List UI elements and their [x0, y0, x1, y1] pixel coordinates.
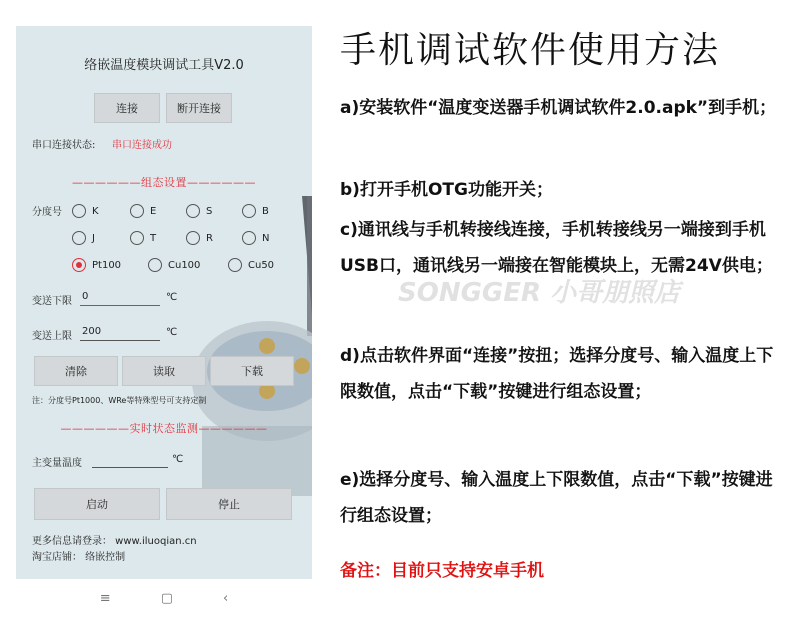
- radio-t[interactable]: T: [130, 231, 156, 245]
- connect-button[interactable]: 连接: [94, 93, 160, 123]
- radio-circle: [72, 204, 86, 218]
- radio-j[interactable]: J: [72, 231, 95, 245]
- monitor-section-title: ——————实时状态监测——————: [60, 422, 268, 435]
- instruction-b: b)打开手机OTG功能开关；: [340, 180, 553, 200]
- instructions-note: 备注：目前只支持安卓手机: [340, 561, 544, 581]
- start-button[interactable]: 启动: [34, 488, 160, 520]
- back-icon[interactable]: ‹: [223, 590, 229, 606]
- instruction-c: c)通讯线与手机转接线连接，手机转接线另一端接到手机USB口，通讯线另一端接在智能模块上，无需24V供电；: [340, 220, 773, 276]
- radio-cu50[interactable]: Cu50: [228, 258, 274, 272]
- radio-circle: [72, 231, 86, 245]
- instruction-e: e)选择分度号、输入温度上下限数值，点击“下载”按键进行组态设置；: [340, 470, 773, 526]
- radio-k[interactable]: K: [72, 204, 99, 218]
- clear-button[interactable]: 清除: [34, 356, 118, 386]
- radio-circle: [130, 204, 144, 218]
- radio-circle: [186, 231, 200, 245]
- upper-limit-input[interactable]: 200: [80, 325, 160, 341]
- watermark: SONGGER 小哥朋照店: [398, 278, 681, 308]
- upper-limit-label: 变送上限: [32, 331, 72, 342]
- radio-circle: [148, 258, 162, 272]
- read-button[interactable]: 读取: [122, 356, 206, 386]
- radio-b[interactable]: B: [242, 204, 269, 218]
- main-temp-unit: ℃: [172, 454, 184, 465]
- radio-circle: [130, 231, 144, 245]
- radio-s[interactable]: S: [186, 204, 212, 218]
- serial-status-value: 串口连接成功: [112, 140, 172, 151]
- radio-circle: [228, 258, 242, 272]
- radio-cu100[interactable]: Cu100: [148, 258, 200, 272]
- phone-screen: [16, 26, 312, 579]
- lower-limit-input[interactable]: 0: [80, 290, 160, 306]
- download-button[interactable]: 下载: [210, 356, 294, 386]
- radio-n[interactable]: N: [242, 231, 269, 245]
- serial-status-label: 串口连接状态:: [32, 140, 96, 151]
- more-info-text: 更多信息请登录： www.iluoqian.cn: [32, 536, 197, 547]
- radio-pt100[interactable]: Pt100: [72, 258, 121, 272]
- radio-circle-selected: [72, 258, 86, 272]
- stop-button[interactable]: 停止: [166, 488, 292, 520]
- radio-circle: [186, 204, 200, 218]
- note-text: 注：分度号Pt1000、WRe等特殊型号可支持定制: [32, 396, 207, 405]
- menu-icon[interactable]: ≡: [99, 590, 111, 606]
- lower-limit-unit: ℃: [166, 292, 178, 303]
- instruction-a: a)安装软件“温度变送器手机调试软件2.0.apk”到手机；: [340, 98, 777, 118]
- app-title: 络嵌温度模块调试工具V2.0: [84, 58, 244, 73]
- shop-text: 淘宝店铺： 络嵌控制: [32, 552, 126, 563]
- radio-r[interactable]: R: [186, 231, 213, 245]
- instruction-d: d)点击软件界面“连接”按扭；选择分度号、输入温度上下限数值，点击“下载”按键进行组态设置；: [340, 346, 774, 402]
- main-temp-label: 主变量温度: [32, 458, 82, 469]
- lower-limit-label: 变送下限: [32, 296, 72, 307]
- instructions-title: 手机调试软件使用方法: [340, 30, 721, 71]
- radio-circle: [242, 204, 256, 218]
- disconnect-button[interactable]: 断开连接: [166, 93, 232, 123]
- main-temp-input[interactable]: [92, 452, 168, 468]
- graduation-label: 分度号: [32, 207, 62, 218]
- config-section-title: ——————组态设置——————: [72, 176, 256, 189]
- android-nav-bar: [16, 583, 312, 613]
- radio-e[interactable]: E: [130, 204, 156, 218]
- radio-circle: [242, 231, 256, 245]
- home-icon[interactable]: ▢: [160, 590, 173, 606]
- upper-limit-unit: ℃: [166, 327, 178, 338]
